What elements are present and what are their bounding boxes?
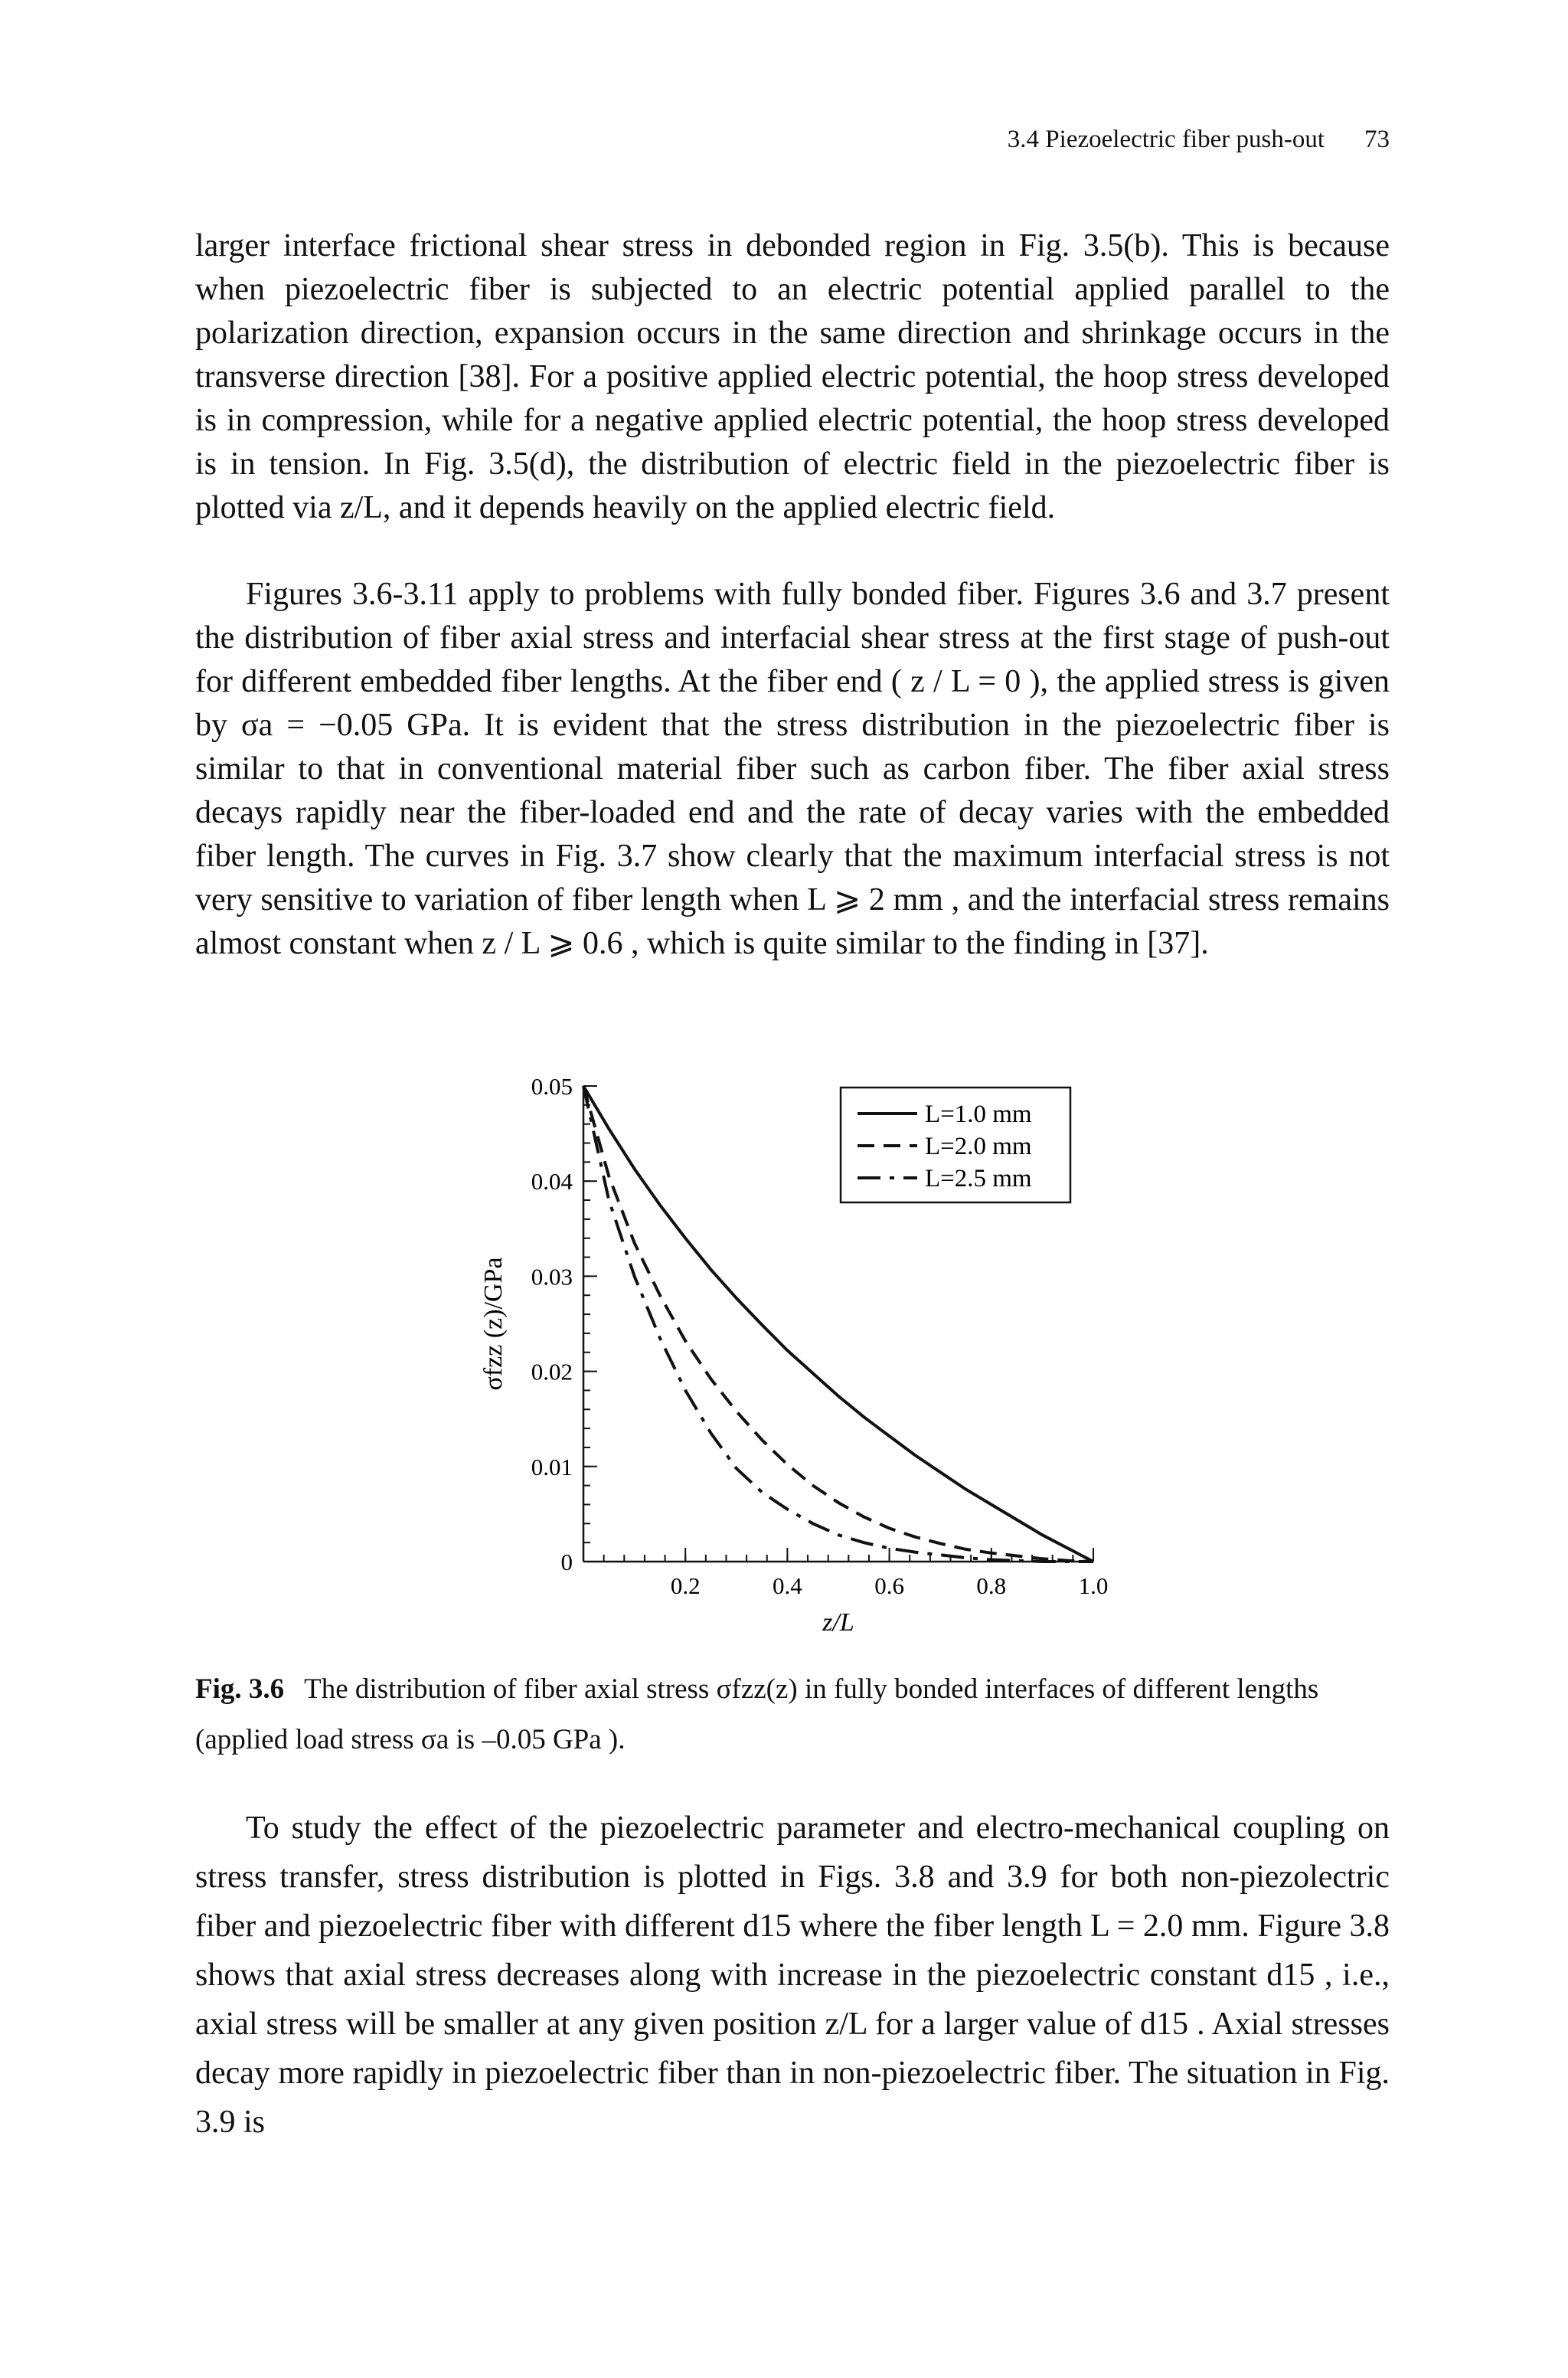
y-axis-label: σfzz (z)/GPa: [479, 1257, 508, 1391]
x-tick-label: 0.8: [976, 1572, 1007, 1599]
y-tick-label: 0.02: [531, 1358, 573, 1385]
legend-label: L=2.0 mm: [925, 1133, 1032, 1160]
figure-3-6-chart: [0, 1057, 1568, 1639]
legend-label: L=1.0 mm: [925, 1101, 1032, 1128]
paragraph-2: Figures 3.6-3.11 apply to problems with fully bonded fiber. Figures 3.6 and 3.7 present the distribution of fiber axial stress and interfacial shear stress at the first stage of push-out for different embedded fiber lengths. At the fiber end ( z / L = 0 ), the applied stress is given by σa = −0.05 GPa. It is evident that the stress distribution in the piezoelectric fiber is similar to that in conventional material fiber such as carbon fiber. The fiber axial stress decays rapidly near the fiber-loaded end and the rate of decay varies with the embedded fiber length. The curves in Fig. 3.7 show clearly that the maximum interfacial stress is not very sensitive to variation of fiber length when L ⩾ 2 mm , and the interfacial stress remains almost constant when z / L ⩾ 0.6 , which is quite similar to the finding in [37].: [195, 577, 1390, 961]
running-header: [1008, 126, 1390, 154]
caption-text: The distribution of fiber axial stress σfzz(z) in fully bonded interfaces of different lengths (applied load stress σa is –0.05 GPa ).: [195, 1673, 1319, 1755]
x-tick-label: 0.6: [874, 1572, 904, 1599]
x-tick-label: 0.2: [670, 1572, 701, 1599]
paragraph-1: larger interface frictional shear stress in debonded region in Fig. 3.5(b). This is because when piezoelectric fiber is subjected to an electric potential applied parallel to the polarization direction, expansion occurs in the same direction and shrinkage occurs in the transverse direction [38]. For a positive applied electric potential, the hoop stress developed is in compression, while for a negative applied electric potential, the hoop stress developed is in tension. In Fig. 3.5(d), the distribution of electric field in the piezoelectric fiber is plotted via z/L, and it depends heavily on the applied electric field.: [195, 228, 1390, 525]
figure-caption: [195, 1664, 1390, 1765]
y-tick-label: 0.03: [531, 1263, 573, 1290]
x-tick-label: 1.0: [1078, 1572, 1109, 1599]
figure-label: Fig. 3.6: [195, 1673, 285, 1705]
y-tick-label: 0.01: [531, 1453, 573, 1480]
y-tick-label: 0.04: [531, 1168, 573, 1196]
y-tick-label: 0: [560, 1549, 573, 1575]
x-tick-label: 0.4: [773, 1572, 802, 1599]
legend-label: L=2.5 mm: [925, 1165, 1032, 1192]
paragraph-3: To study the effect of the piezoelectric parameter and electro-mechanical coupling on stress transfer, stress distribution is plotted in Figs. 3.8 and 3.9 for both non-piezolectric fiber and piezoelectric fiber with different d15 where the fiber length L = 2.0 mm. Figure 3.8 shows that axial stress decreases along with increase in the piezoelectric constant d15 , i.e., axial stress will be smaller at any given position z/L for a larger value of d15 . Axial stresses decay more rapidly in piezoelectric fiber than in non-piezoelectric fiber. The situation in Fig. 3.9 is: [195, 1810, 1390, 2140]
x-axis-label: z/L: [822, 1608, 854, 1637]
y-tick-label: 0.05: [531, 1073, 573, 1100]
page-number: 73: [1364, 126, 1390, 153]
header-section-title: 3.4 Piezoelectric fiber push-out: [1007, 126, 1325, 153]
